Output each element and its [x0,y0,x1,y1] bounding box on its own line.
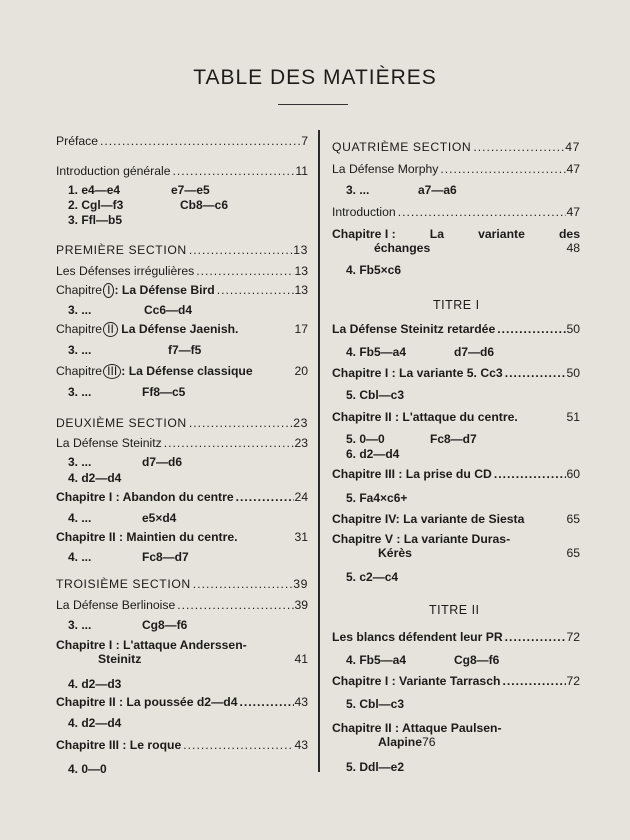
toc-entry-attaque-centre[interactable]: Chapitre II : L'attaque du centre. 51 [332,410,580,424]
chapter-number-circle: I [103,283,114,298]
toc-entry-siesta[interactable]: Chapitre IV: La variante de Siesta 65 [332,512,580,526]
toc-entry-morphy[interactable]: La Défense Morphy ..... 47 [332,162,580,176]
toc-entry-steinitz-retardee[interactable]: La Défense Steinitz retardée ..... 50 [332,322,580,336]
toc-entry-poussee[interactable]: Chapitre II : La poussée d2—d4 ..... 43 [56,695,308,709]
toc-section-quatrieme[interactable]: QUATRIÈME SECTION ..... 47 [332,140,580,154]
toc-entry-duras[interactable]: Chapitre V : La variante Duras- Kérès 65 [332,532,580,560]
toc-entry-steinitz[interactable]: La Défense Steinitz ..... 23 [56,436,308,450]
page-title: TABLE DES MATIÈRES [193,66,437,89]
toc-entry-paulsen[interactable]: Chapitre II : Attaque Paulsen- Alapine 76 [332,721,502,749]
titre-heading: TITRE II [429,603,480,617]
toc-entry-prise-cd[interactable]: Chapitre III : La prise du CD ..... 60 [332,467,580,481]
toc-entry-irregulieres[interactable]: Les Défenses irrégulières ..... 13 [56,264,308,278]
toc-entry-introduction[interactable]: Introduction générale ..... 11 [56,164,308,178]
toc-entry-berlinoise[interactable]: La Défense Berlinoise ..... 39 [56,598,308,612]
title-rule [278,104,348,105]
chapter-number-circle: II [103,322,118,337]
book-page: TABLE DES MATIÈRES Préface ..... 7 Introduction générale ..... 11 1. e4—e4 e7—e5 2. Cgl—f3 Cb8—c6 3. Ffl—b5 PREMIÈRE SECTION ..... 13 Les Défenses irrégulières ..... 13 Chapitre I : La Défense Bird ..... 13 3. ... Cc6—d4 Chapitre II La Défense Jaenish. 17 3. ... f7—f5 Chapitre III : La Défense classique 20 3. ... Ff8—c5 DEUXIÈME SECTION ..... 23 La Défense Steinitz ..... 23 3. ... d7—d6 4. d2—d4 Chapitre I : Abandon du centre ..... 24 4. ... e5×d4 Chapitre II : Maintien du centre. 31 4. ... Fc8—d7 TROISIÈME SECTION ..... 39 La Défense Berlinoise ..... 39 3. ... Cg8—f6 Chapitre I : L'attaque Anderssen- Steinitz 41 4. d2—d3 Chapitre II : La poussée d2—d4 ..... 43 4. d2—d4 Chapitre III : Le roque ..... 43 4. 0—0 QUATRIÈME SECTION ..... 47 La Défense Morphy ..... 47 3. ... a7—a6 Introduction ..... 47 Chapitre I : La variante des échanges 48 4. Fb5×c6 TITRE I La Défense Steinitz retardée ..... 50 4. Fb5—a4 d7—d6 Chapitre I : La variante 5. Cc3 ..... 50 5. Cbl—c3 Chapitre II : L'attaque du centre. 51 5. 0—0 Fc8—d7 6. d2—d4 Chapitre III : La prise du CD ..... 60 5. Fa4×c6+ Chapitre IV: La variante de Siesta 65 Chapitre V : La variante Duras- Kérès 65 5. c2—c4 TITRE II Les blancs défendent leur PR ..... 72 4. Fb5—a4 Cg8—f6 Chapitre I : Variante Tarrasch ..... 72 5. Cbl—c3 Chapitre II : Attaque Paulsen- Alapine 76 5. Ddl—e2 [0,0,630,840]
toc-entry-anderssen[interactable]: Chapitre I : L'attaque Anderssen- Steinitz 41 [56,638,308,666]
toc-entry-maintien[interactable]: Chapitre II : Maintien du centre. 31 [56,530,308,544]
toc-section-premiere[interactable]: PREMIÈRE SECTION ..... 13 [56,243,308,257]
toc-section-troisieme[interactable]: TROISIÈME SECTION ..... 39 [56,577,308,591]
toc-entry-bird[interactable]: Chapitre I : La Défense Bird ..... 13 [56,283,308,298]
column-divider [318,130,320,772]
toc-entry-tarrasch[interactable]: Chapitre I : Variante Tarrasch ..... 72 [332,674,580,688]
toc-entry-roque[interactable]: Chapitre III : Le roque ..... 43 [56,738,308,752]
titre-heading: TITRE I [433,298,480,312]
toc-entry-echanges[interactable]: Chapitre I : La variante des échanges 48 [332,227,580,255]
chapter-number-circle: III [103,364,121,379]
toc-entry-introduction-r[interactable]: Introduction ..... 47 [332,205,580,219]
toc-section-deuxieme[interactable]: DEUXIÈME SECTION ..... 23 [56,416,308,430]
toc-entry-cc3[interactable]: Chapitre I : La variante 5. Cc3 ..... 50 [332,366,580,380]
toc-entry-jaenish[interactable]: Chapitre II La Défense Jaenish. 17 [56,322,308,336]
toc-entry-abandon[interactable]: Chapitre I : Abandon du centre ..... 24 [56,490,308,504]
toc-entry-preface[interactable]: Préface ..... 7 [56,134,308,148]
toc-entry-classique[interactable]: Chapitre III : La Défense classique 20 [56,364,308,378]
toc-entry-blancs[interactable]: Les blancs défendent leur PR ..... 72 [332,630,580,644]
